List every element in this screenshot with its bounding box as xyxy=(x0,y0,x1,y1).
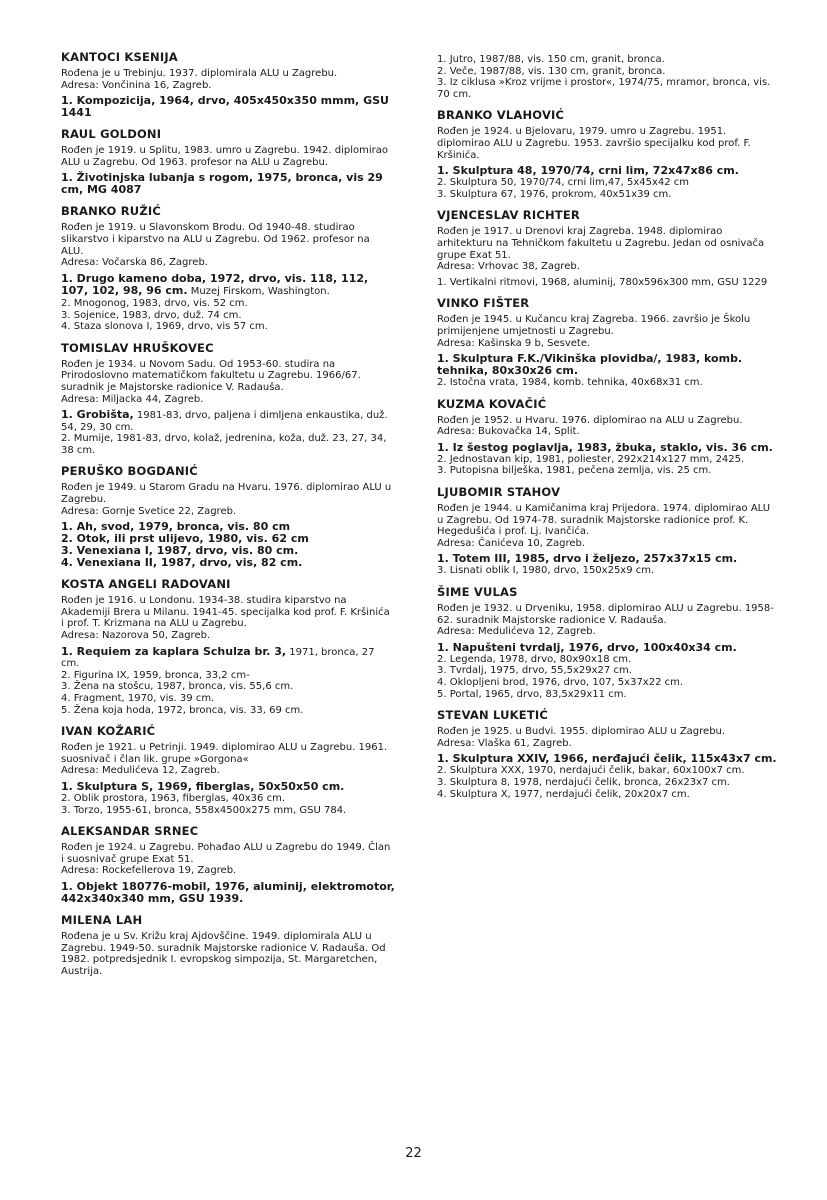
bio-line: Rođen je 1932. u Drveniku, 1958. diplomirao ALU u Zagrebu. 1958-62. suradnik Majstorske radionice V. Radauša. xyxy=(437,603,774,626)
work-item: 1. Skulptura F.K./Vikinška plovidba/, 1983, komb. tehnika, 80x30x26 cm. xyxy=(437,352,743,378)
work-item: 1. Napušteni tvrdalj, 1976, drvo, 100x40x34 cm. xyxy=(437,640,737,654)
bio-line: Adresa: Medulićeva 12, Zagreb. xyxy=(61,765,220,777)
work-item: 1. Životinjska lubanja s rogom, 1975, bronca, vis 29 cm, MG 4087 xyxy=(61,171,383,197)
works-list xyxy=(437,642,777,700)
work-item: 4. Staza slonova I, 1969, drvo, vis 57 cm. xyxy=(61,321,268,333)
works-list xyxy=(61,172,395,196)
bio-line: Adresa: Vočarska 86, Zagreb. xyxy=(61,257,208,269)
bio-line: Rođen je 1919. u Slavonskom Brodu. Od 1940-48. studirao slikarstvo i kiparstvo na ALU u Zagrebu. Od 1962. profesor na ALU. xyxy=(61,222,370,257)
artist-name: LJUBOMIR STAHOV xyxy=(437,485,561,500)
work-item: 1. Objekt 180776-mobil, 1976, aluminij, elektromotor, 442x340x340 mm, GSU 1939. xyxy=(61,879,395,905)
bio-line: Adresa: Gornje Svetice 22, Zagreb. xyxy=(61,505,237,517)
bio-line: Rođen je 1952. u Hvaru. 1976. diplomirao na ALU u Zagrebu. xyxy=(437,414,743,426)
artist-name: KUZMA KOVAČIĆ xyxy=(437,396,547,411)
artist-name: STEVAN LUKETIĆ xyxy=(437,708,549,723)
work-title: 1. Grobišta, xyxy=(61,408,134,422)
bio-line: Rođen je 1919. u Splitu, 1983. umro u Zagrebu. 1942. diplomirao ALU u Zagrebu. Od 1963. profesor na ALU u Zagrebu. xyxy=(61,145,388,168)
work-item: 3. Skulptura 8, 1978, nerdajući čelik, bronca, 26x23x7 cm. xyxy=(437,776,730,788)
work-item: 1. Skulptura XXIV, 1966, nerđajući čelik, 115x43x7 cm. xyxy=(437,752,777,766)
works-list xyxy=(437,277,777,289)
bio-line: Rođen je 1925. u Budvi. 1955. diplomirao ALU u Zagrebu. xyxy=(437,726,726,738)
work-item: 2. Legenda, 1978, drvo, 80x90x18 cm. xyxy=(437,653,632,665)
artist-bio xyxy=(61,359,395,405)
bio-line: Rođen je 1924. u Zagrebu. Pohađao ALU u Zagrebu do 1949. Član i suosnivač grupe Exat 51. xyxy=(61,842,391,865)
artist-name: ALEKSANDAR SRNEC xyxy=(61,824,199,839)
artist-bio xyxy=(437,126,777,161)
artist-bio xyxy=(61,68,395,91)
artist-bio xyxy=(61,742,395,777)
artist-bio xyxy=(61,931,395,977)
artist-entry xyxy=(437,585,777,700)
works-list xyxy=(61,781,395,816)
work-item: 2. Mnogonog, 1983, drvo, vis. 52 cm. xyxy=(61,297,248,309)
work-item: 2. Jednostavan kip, 1981, poliester, 292x214x127 mm, 2425. xyxy=(437,453,745,465)
works-list xyxy=(437,54,777,100)
work-item: 5. Žena koja hoda, 1972, bronca, vis. 33, 69 cm. xyxy=(61,704,304,716)
work-item: 2. Veče, 1987/88, vis. 130 cm, granit, bronca. xyxy=(437,65,666,77)
artist-name: PERUŠKO BOGDANIĆ xyxy=(61,464,198,479)
work-details: Muzej Firskom, Washington. xyxy=(187,286,330,298)
artist-name: IVAN KOŽARIĆ xyxy=(61,724,156,739)
artist-bio xyxy=(437,226,777,272)
work-item: 2. Skulptura 50, 1970/74, crni lim,47, 5x45x42 cm xyxy=(437,177,690,189)
artist-entry xyxy=(61,204,395,332)
bio-line: Adresa: Miljacka 44, Zagreb. xyxy=(61,393,204,405)
artist-bio xyxy=(437,726,777,749)
work-item: 2. Otok, ili prst ulijevo, 1980, vis. 62 cm xyxy=(61,532,309,546)
work-item: 1. Skulptura 48, 1970/74, crni lim, 72x47x86 cm. xyxy=(437,164,739,178)
bio-line: Adresa: Rockefellerova 19, Zagreb. xyxy=(61,865,237,877)
work-item: 1. Jutro, 1987/88, vis. 150 cm, granit, bronca. xyxy=(437,54,665,65)
work-item: 5. Portal, 1965, drvo, 83,5x29x11 cm. xyxy=(437,688,627,700)
works-list xyxy=(61,881,395,905)
artist-bio xyxy=(437,603,777,638)
bio-line: Rođen je 1917. u Drenovi kraj Zagreba. 1948. diplomirao arhitekturu na Tehničkom fakultetu u Zagrebu. Jedan od osnivača grupe Exat 51. xyxy=(437,226,765,261)
work-item: 1. Ah, svod, 1979, bronca, vis. 80 cm xyxy=(61,520,291,534)
work-item: 4. Fragment, 1970, vis. 39 cm. xyxy=(61,693,215,704)
bio-line: Rođen je 1924. u Bjelovaru, 1979. umro u Zagrebu. 1951. diplomirao ALU u Zagrebu. 1953. završio specijalku kod prof. F. Kršinića. xyxy=(437,126,751,161)
work-item: 3. Lisnati oblik I, 1980, drvo, 150x25x9 cm. xyxy=(437,565,655,577)
bio-line: Adresa: Kašinska 9 b, Sesvete. xyxy=(437,337,591,349)
work-item: 2. Skulptura XXX, 1970, nerdajući čelik, bakar, 60x100x7 cm. xyxy=(437,765,745,777)
artist-bio xyxy=(61,842,395,877)
artist-entry xyxy=(437,54,777,100)
artist-bio xyxy=(61,145,395,168)
artist-entry xyxy=(437,397,777,477)
works-list xyxy=(437,442,777,477)
work-item: 3. Venexiana I, 1987, drvo, vis. 80 cm. xyxy=(61,544,299,558)
bio-line: Rođen je 1945. u Kučancu kraj Zagreba. 1966. završio je Školu primijenjene umjetnosti u Zagrebu. xyxy=(437,314,751,337)
works-list xyxy=(61,273,395,333)
artist-bio xyxy=(61,222,395,268)
artist-name: BRANKO VLAHOVIĆ xyxy=(437,108,565,123)
work-item: 3. Žena na stošcu, 1987, bronca, vis. 55,6 cm. xyxy=(61,681,294,693)
artist-bio xyxy=(437,503,777,549)
bio-line: Rođen je 1944. u Kamičanima kraj Prijedora. 1974. diplomirao ALU u Zagrebu. Od 1974-78. suradnik Majstorske radionice prof. K. Hegedušića i prof. Lj. Ivančića. xyxy=(437,503,771,538)
bio-line: Rođena je u Sv. Križu kraj Ajdovščine. 1949. diplomirala ALU u Zagrebu. 1949-50. suradnik Majstorske radionice V. Radauša. Od 1982. potpredsjednik I. evropskog simpozija, St. Margaretchen, Austrija. xyxy=(61,930,386,977)
artist-name: BRANKO RUŽIĆ xyxy=(61,204,161,219)
work-item: 3. Sojenice, 1983, drvo, duž. 74 cm. xyxy=(61,309,242,321)
bio-line: Rođen je 1921. u Petrinji. 1949. diplomirao ALU u Zagrebu. 1961. suosnivač i član lik. grupe »Gorgona« xyxy=(61,742,388,765)
bio-line: Adresa: Vlaška 61, Zagreb. xyxy=(437,737,572,749)
bio-line: Adresa: Vrhovac 38, Zagreb. xyxy=(437,261,580,273)
bio-line: Rođen je 1916. u Londonu. 1934-38. studira kiparstvo na Akademiji Brera u Milanu. 1941-45. specijalka kod prof. F. Kršinića i prof. T. Krizmana na ALU u Zagrebu. xyxy=(61,595,390,630)
work-item: 1. Skulptura S, 1969, fiberglas, 50x50x50 cm. xyxy=(61,779,345,793)
artist-name: KANTOCI KSENIJA xyxy=(61,50,178,64)
work-item xyxy=(61,409,395,433)
work-details: 1981-83, drvo, paljena i dimljena enkaustika, duž. 54, 29, 30 cm. xyxy=(61,410,388,433)
work-item: 2. Istočna vrata, 1984, komb. tehnika, 40x68x31 cm. xyxy=(437,377,703,389)
bio-line: Adresa: Vončinina 16, Zagreb. xyxy=(61,79,212,91)
work-item: 3. Skulptura 67, 1976, prokrom, 40x51x39 cm. xyxy=(437,188,672,200)
artist-entry xyxy=(61,577,395,716)
bio-line: Rođena je u Trebinju. 1937. diplomirala ALU u Zagrebu. xyxy=(61,68,338,79)
left-column xyxy=(61,50,395,985)
work-item: 3. Tvrdalj, 1975, drvo, 55,5x29x27 cm. xyxy=(437,665,632,677)
bio-line: Adresa: Bukovačka 14, Split. xyxy=(437,426,580,438)
works-list xyxy=(61,95,395,119)
bio-line: Adresa: Čanićeva 10, Zagreb. xyxy=(437,537,586,549)
bio-line: Adresa: Medulićeva 12, Zagreb. xyxy=(437,626,596,638)
work-item xyxy=(61,273,395,298)
work-item: 2. Oblik prostora, 1963, fiberglas, 40x36 cm. xyxy=(61,792,285,804)
bio-line: Adresa: Nazorova 50, Zagreb. xyxy=(61,630,211,642)
work-item: 4. Skulptura X, 1977, nerdajući čelik, 20x20x7 cm. xyxy=(437,788,690,800)
artist-bio xyxy=(61,595,395,641)
work-item: 4. Venexiana II, 1987, drvo, vis, 82 cm. xyxy=(61,556,303,570)
artist-entry xyxy=(61,464,395,569)
artist-entry xyxy=(437,208,777,288)
artist-bio xyxy=(437,415,777,438)
artist-entry xyxy=(61,913,395,977)
artist-bio xyxy=(61,482,395,517)
right-column xyxy=(437,50,777,808)
artist-name: ŠIME VULAS xyxy=(437,585,518,600)
artist-entry xyxy=(61,341,395,457)
artist-entry xyxy=(437,108,777,200)
works-list xyxy=(437,753,777,800)
artist-name: RAUL GOLDONI xyxy=(61,127,162,142)
work-details: 1971, bronca, 27 cm. xyxy=(61,646,375,670)
artist-name: TOMISLAV HRUŠKOVEC xyxy=(61,340,214,355)
artist-entry xyxy=(437,485,777,577)
work-item: 1. Kompozicija, 1964, drvo, 405x450x350 mmm, GSU 1441 xyxy=(61,94,389,120)
artist-entry xyxy=(437,708,777,800)
artist-name: KOSTA ANGELI RADOVANI xyxy=(61,577,231,592)
work-item: 3. Iz ciklusa »Kroz vrijme i prostor«, 1974/75, mramor, bronca, vis. 70 cm. xyxy=(437,77,771,100)
artist-entry xyxy=(61,50,395,119)
bio-line: Rođen je 1949. u Starom Gradu na Hvaru. 1976. diplomirao ALU u Zagrebu. xyxy=(61,482,392,506)
work-item: 2. Figurina IX, 1959, bronca, 33,2 cm- xyxy=(61,669,250,681)
artist-name: VJENCESLAV RICHTER xyxy=(437,208,580,223)
artist-bio xyxy=(437,314,777,349)
work-item: 3. Putopisna bilješka, 1981, pečena zemlja, vis. 25 cm. xyxy=(437,465,712,477)
page-number: 22 xyxy=(405,1146,422,1161)
works-list xyxy=(61,646,395,717)
work-item xyxy=(61,646,395,670)
works-list xyxy=(437,353,777,389)
work-title: 1. Drugo kameno doba, 1972, drvo, vis. 118, 112, 107, 102, 98, 96 cm. xyxy=(61,271,369,298)
work-item: 1. Totem III, 1985, drvo i željezo, 257x37x15 cm. xyxy=(437,552,738,566)
works-list xyxy=(437,553,777,577)
bio-line: Rođen je 1934. u Novom Sadu. Od 1953-60. studira na Prirodoslovno matematičkom fakultetu u Zagrebu. 1966/67. suradnik je Majstorske radionice V. Radauša. xyxy=(61,358,361,393)
works-list xyxy=(437,165,777,200)
artist-name: MILENA LAH xyxy=(61,912,143,927)
work-item: 2. Mumije, 1981-83, drvo, kolaž, jedrenina, koža, duž. 23, 27, 34, 38 cm. xyxy=(61,433,387,456)
artist-entry xyxy=(61,127,395,196)
work-title: 1. Requiem za kaplara Schulza br. 3, xyxy=(61,644,287,658)
artist-entry xyxy=(437,296,777,388)
work-item: 1. Vertikalni ritmovi, 1968, aluminij, 780x596x300 mm, GSU 1229 xyxy=(437,276,768,288)
work-item: 1. Iz šestog poglavlja, 1983, žbuka, staklo, vis. 36 cm. xyxy=(437,440,773,454)
work-item: 3. Torzo, 1955-61, bronca, 558x4500x275 mm, GSU 784. xyxy=(61,804,347,816)
work-item: 4. Oklopljeni brod, 1976, drvo, 107, 5x37x22 cm. xyxy=(437,677,684,688)
works-list xyxy=(61,409,395,456)
artist-entry xyxy=(61,824,395,905)
artist-name: VINKO FIŠTER xyxy=(437,296,530,311)
artist-entry xyxy=(61,724,395,816)
works-list xyxy=(61,521,395,569)
